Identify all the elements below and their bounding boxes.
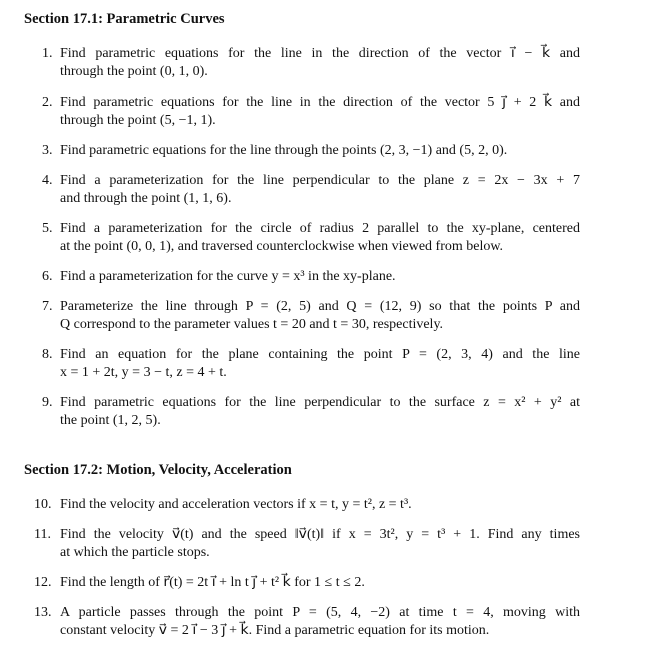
problem-text-line: Find parametric equations for the line in the direction of the vector 5 j⃗ + 2 k⃗ and <box>60 95 580 110</box>
section-title-17-1: Section 17.1: Parametric Curves <box>24 11 225 27</box>
problem-2 <box>42 94 580 130</box>
section-title-17-2: Section 17.2: Motion, Velocity, Acceleration <box>24 462 292 478</box>
problem-5 <box>42 220 580 256</box>
problem-7 <box>42 298 580 334</box>
problem-3 <box>42 142 580 160</box>
problem-10 <box>34 496 580 514</box>
problem-text-line: through the point (5, −1, 1). <box>60 113 216 128</box>
problem-text-line: at which the particle stops. <box>60 545 210 560</box>
problem-text-line: Find parametric equations for the line perpendicular to the surface z = x² + y² at <box>60 395 580 410</box>
problem-text-line: constant velocity v⃗ = 2 i⃗ − 3 j⃗ + k⃗. Find a parametric equation for its motion. <box>60 623 490 638</box>
problem-text-line: and through the point (1, 1, 6). <box>60 191 232 206</box>
problem-text-line: at the point (0, 0, 1), and traversed counterclockwise when viewed from below. <box>60 239 504 254</box>
problem-number: 9. <box>42 395 53 410</box>
problem-4 <box>42 172 580 208</box>
problem-text-line: A particle passes through the point P = (5, 4, −2) at time t = 4, moving with <box>60 605 580 620</box>
problem-12 <box>34 574 580 592</box>
problem-text-line: the point (1, 2, 5). <box>60 413 161 428</box>
problem-6 <box>42 268 580 286</box>
problem-text-line: through the point (0, 1, 0). <box>60 64 208 79</box>
problem-text-line: x = 1 + 2t, y = 3 − t, z = 4 + t. <box>60 365 227 380</box>
problem-number: 1. <box>42 46 53 61</box>
problem-text-line: Find a parameterization for the circle of radius 2 parallel to the xy-plane, centered <box>60 221 580 236</box>
problem-8 <box>42 346 580 382</box>
problem-text-line: Find parametric equations for the line through the points (2, 3, −1) and (5, 2, 0). <box>60 143 508 158</box>
problem-text-line: Find the velocity v⃗(t) and the speed ‖v⃗(t)‖ if x = 3t², y = t³ + 1. Find any times <box>60 527 580 542</box>
problem-text-line: Find the velocity and acceleration vectors if x = t, y = t², z = t³. <box>60 497 412 512</box>
problem-text-line: Find parametric equations for the line in the direction of the vector i⃗ − k⃗ and <box>60 46 580 61</box>
problem-text-line: Find the length of r⃗(t) = 2t i⃗ + ln t j⃗ + t² k⃗ for 1 ≤ t ≤ 2. <box>60 575 365 590</box>
problem-9 <box>42 394 580 430</box>
problem-text-line: Find an equation for the plane containing the point P = (2, 3, 4) and the line <box>60 347 580 362</box>
problem-number: 2. <box>42 95 53 110</box>
problem-number: 10. <box>34 497 52 512</box>
problem-text-line: Find a parameterization for the line perpendicular to the plane z = 2x − 3x + 7 <box>60 173 580 188</box>
problem-number: 7. <box>42 299 53 314</box>
problem-number: 4. <box>42 173 53 188</box>
problem-text-line: Find a parameterization for the curve y = x³ in the xy-plane. <box>60 269 396 284</box>
problem-number: 11. <box>34 527 51 542</box>
problem-13 <box>34 604 580 640</box>
problem-number: 8. <box>42 347 53 362</box>
problem-1 <box>42 45 580 81</box>
problem-number: 13. <box>34 605 52 620</box>
problem-number: 6. <box>42 269 53 284</box>
problem-text-line: Parameterize the line through P = (2, 5) and Q = (12, 9) so that the points P and <box>60 299 580 314</box>
problem-number: 12. <box>34 575 52 590</box>
problem-number: 5. <box>42 221 53 236</box>
problem-text-line: Q correspond to the parameter values t = 20 and t = 30, respectively. <box>60 317 444 332</box>
problem-number: 3. <box>42 143 53 158</box>
problem-11 <box>34 526 580 562</box>
